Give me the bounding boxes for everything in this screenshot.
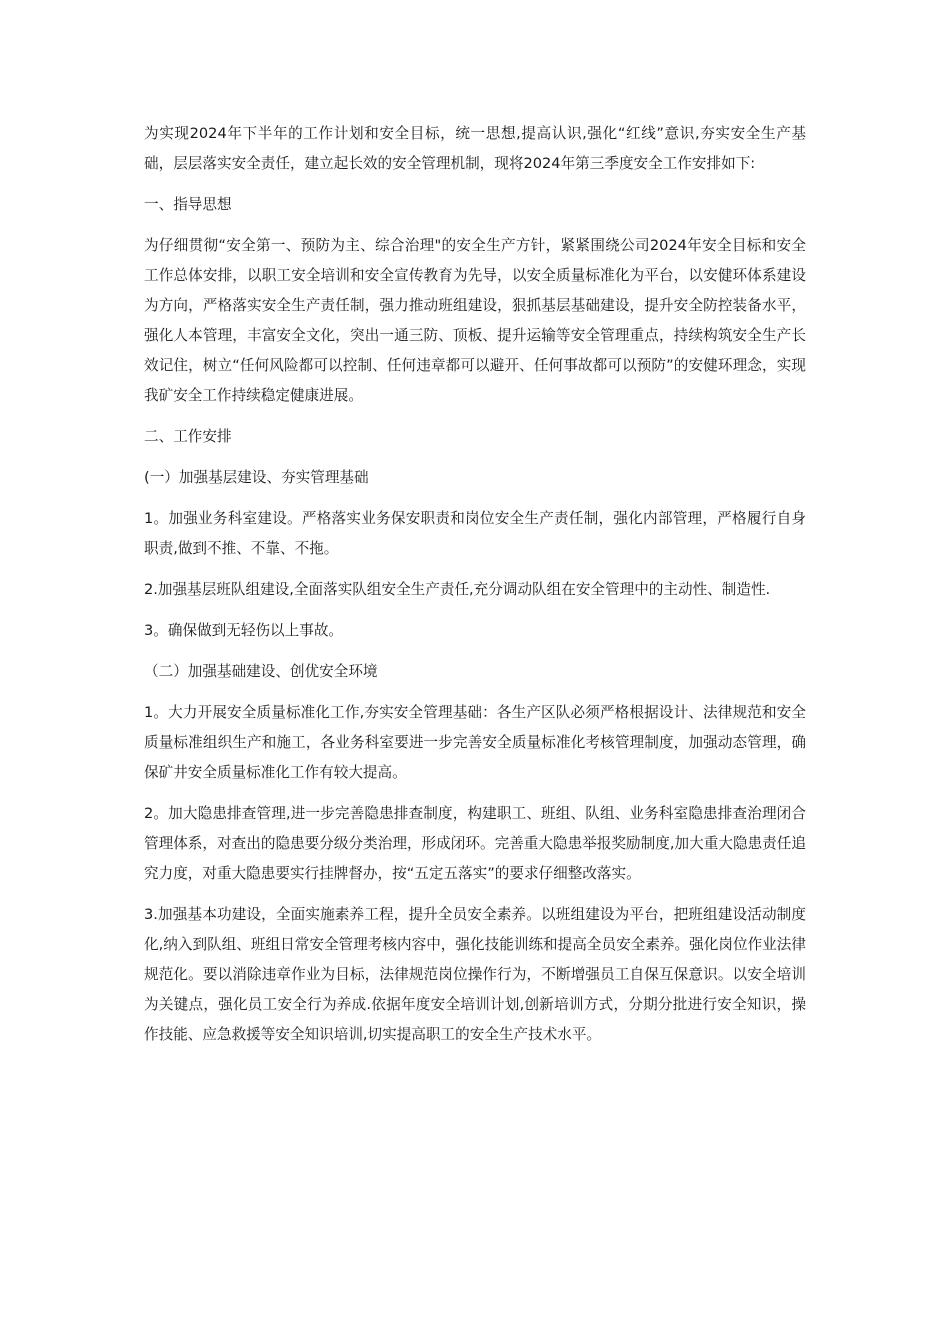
intro-paragraph: 为实现2024年下半年的工作计划和安全目标，统一思想,提高认识,强化“红线”意识,夯实安全生产基础，层层落实安全责任，建立起长效的安全管理机制，现将2024年第三季度安全工作安排如下: [144,125,806,172]
grassroots-item-3: 3。确保做到无轻伤以上事故。 [144,622,344,639]
foundation-item-3: 3.加强基本功建设，全面实施素养工程，提升全员安全素养。以班组建设为平台，把班组建设活动制度化,纳入到队组、班组日常安全管理考核内容中，强化技能训练和提高全员安全素养。强化岗位作业法律规范化。要以消除违章作业为目标，法律规范岗位操作行为，不断增强员工自保互保意识。以安全培训为关键点，强化员工安全行为养成.依据年度安全培训计划,创新培训方式，分期分批进行安全知识，操作技能、应急救援等安全知识培训,切实提高职工的安全生产技术水平。 [144,906,806,1043]
foundation-item-1: 1。大力开展安全质量标准化工作,夯实安全管理基础：各生产区队必须严格根据设计、法律规范和安全质量标准组织生产和施工，各业务科室要进一步完善安全质量标准化考核管理制度，加强动态管理，确保矿井安全质量标准化工作有较大提高。 [144,704,806,781]
guiding-ideology-paragraph: 为仔细贯彻“安全第一、预防为主、综合治理"的安全生产方针，紧紧围绕公司2024年安全目标和安全工作总体安排，以职工安全培训和安全宣传教育为先导，以安全质量标准化为平台，以安健环体系建设为方向，严格落实安全生产责任制，强力推动班组建设，狠抓基层基础建设，提升安全防控装备水平，强化人本管理，丰富安全文化，突出一通三防、顶板、提升运输等安全管理重点，持续构筑安全生产长效记住，树立“任何风险都可以控制、任何违章都可以避开、任何事故都可以预防”的安健环理念，实现我矿安全工作持续稳定健康进展。 [144,237,806,404]
section-heading-guiding-ideology: 一、指导思想 [144,196,232,213]
subsection-heading-foundation: （二）加强基础建设、创优安全环境 [144,663,378,680]
subsection-heading-grassroots: (一）加强基层建设、夯实管理基础 [144,469,369,486]
foundation-item-2: 2。加大隐患排查管理,进一步完善隐患排查制度，构建职工、班组、队组、业务科室隐患排查治理闭合管理体系，对查出的隐患要分级分类治理，形成闭环。完善重大隐患举报奖励制度,加大重大隐患责任追究力度，对重大隐患要实行挂牌督办，按“五定五落实”的要求仔细整改落实。 [144,805,806,882]
section-heading-work-arrangement: 二、工作安排 [144,428,232,445]
document-body [144,119,806,1061]
grassroots-item-1: 1。加强业务科室建设。严格落实业务保安职责和岗位安全生产责任制，强化内部管理，严格履行自身职责,做到不推、不靠、不拖。 [144,510,806,557]
grassroots-item-2: 2.加强基层班队组建设,全面落实队组安全生产责任,充分调动队组在安全管理中的主动性、制造性. [144,581,771,598]
